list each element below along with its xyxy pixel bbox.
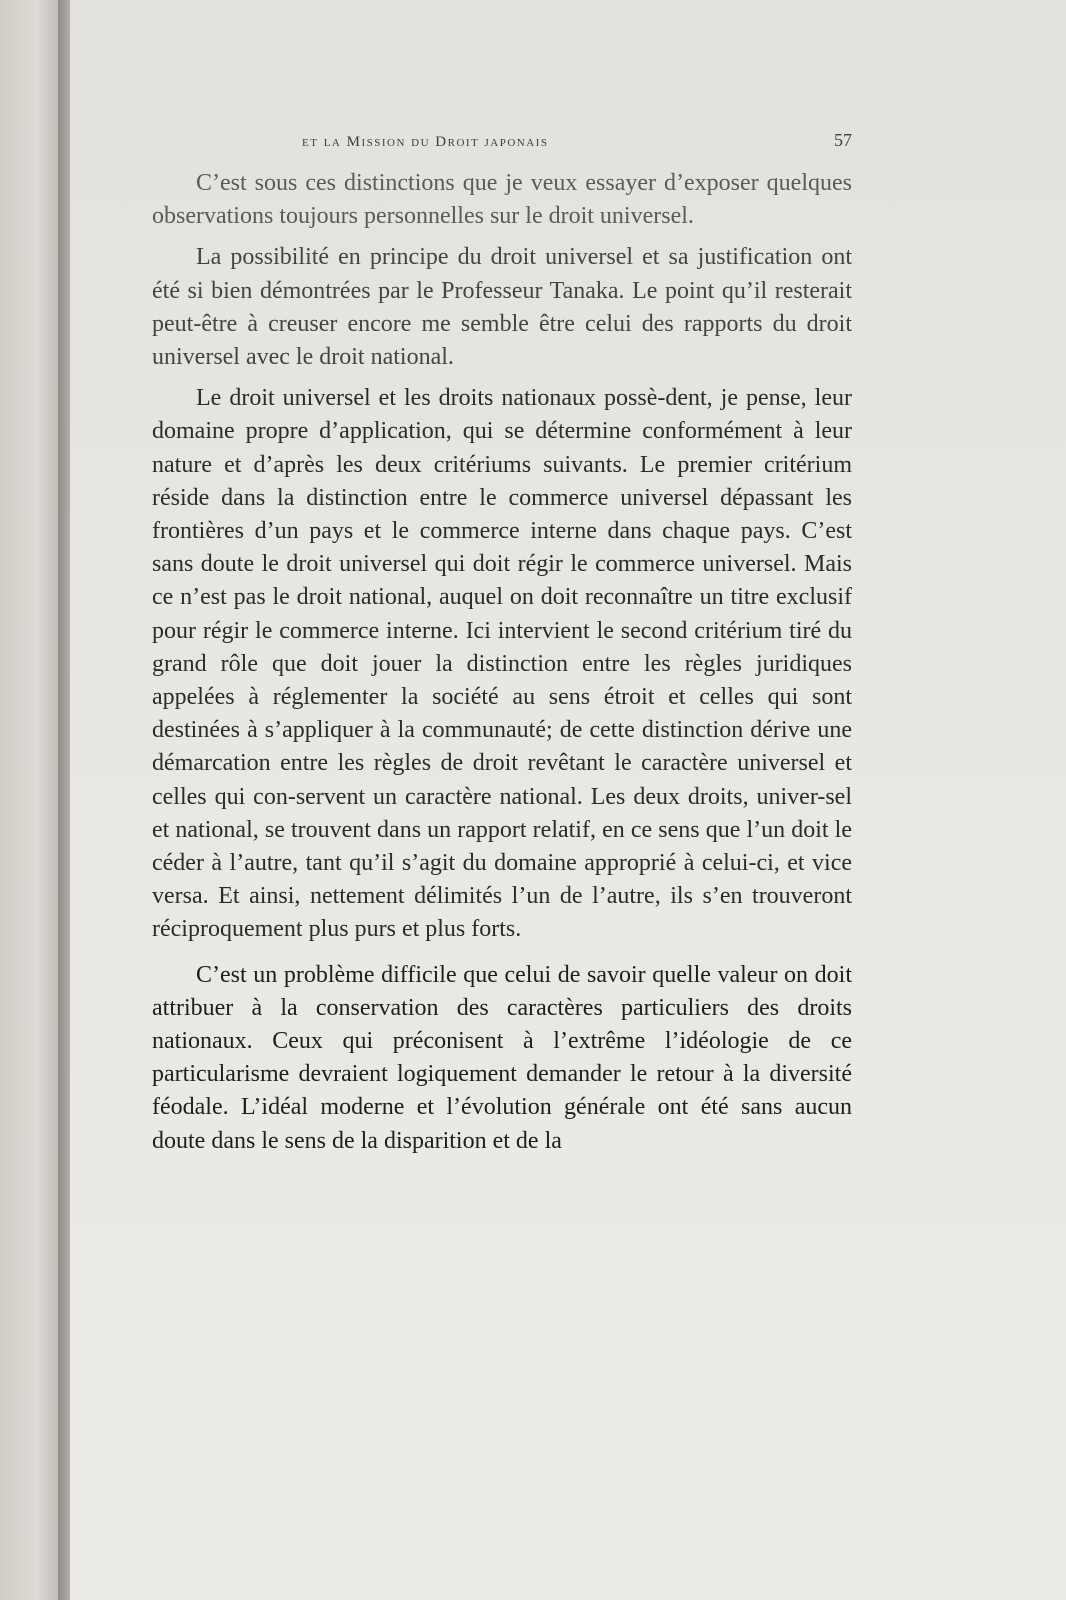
paragraph: La possibilité en principe du droit universel et sa justification ont été si bien démontrées par le Professeur Tanaka. Le point qu’il resterait peut-être à creuser encore me semble être celui des rapports du droit universel avec le droit national. [152, 244, 852, 371]
running-head [152, 130, 852, 151]
paragraph: Le droit universel et les droits nationaux possè-dent, je pense, leur domaine propre d’application, qui se détermine conformément à leur nature et d’après les deux critériums suivants. Le premier critérium réside dans la distinction entre le commerce universel dépassant les frontières d’un pays et le commerce interne dans chaque pays. C’est sans doute le droit universel qui doit régir le commerce universel. Mais ce n’est pas le droit national, auquel on doit reconnaître un titre exclusif pour régir le commerce interne. Ici intervient le second critérium tiré du grand rôle que doit jouer la distinction entre les règles juridiques appelées à réglementer la société au sens étroit et celles qui sont destinées à s’appliquer à la communauté; de cette distinction dérive une démarcation entre les règles de droit revêtant le caractère universel et celles qui con-servent un caractère national. Les deux droits, univer-sel et national, se trouvent dans un rapport relatif, en ce sens que l’un doit le céder à l’autre, tant qu’il s’agit du domaine approprié à celui-ci, et vice versa. Et ainsi, nettement délimités l’un de l’autre, ils s’en trouveront réciproquement plus purs et plus forts. [152, 385, 852, 943]
page-text-block [152, 130, 852, 1158]
previous-page-edge [0, 0, 62, 1600]
paragraph: C’est sous ces distinctions que je veux essayer d’exposer quelques observations toujours personnelles sur le droit universel. [152, 170, 852, 230]
paragraph: C’est un problème difficile que celui de savoir quelle valeur on doit attribuer à la conservation des caractères particuliers des droits nationaux. Ceux qui préconisent à l’extrême l’idéologie de ce particularisme devraient logiquement demander le retour à la diversité féodale. L’idéal moderne et l’évolution générale ont été sans aucun doute dans le sens de la disparition et de la [152, 961, 852, 1154]
running-title: et la Mission du Droit japonais [302, 134, 549, 150]
page-number: 57 [834, 130, 852, 150]
